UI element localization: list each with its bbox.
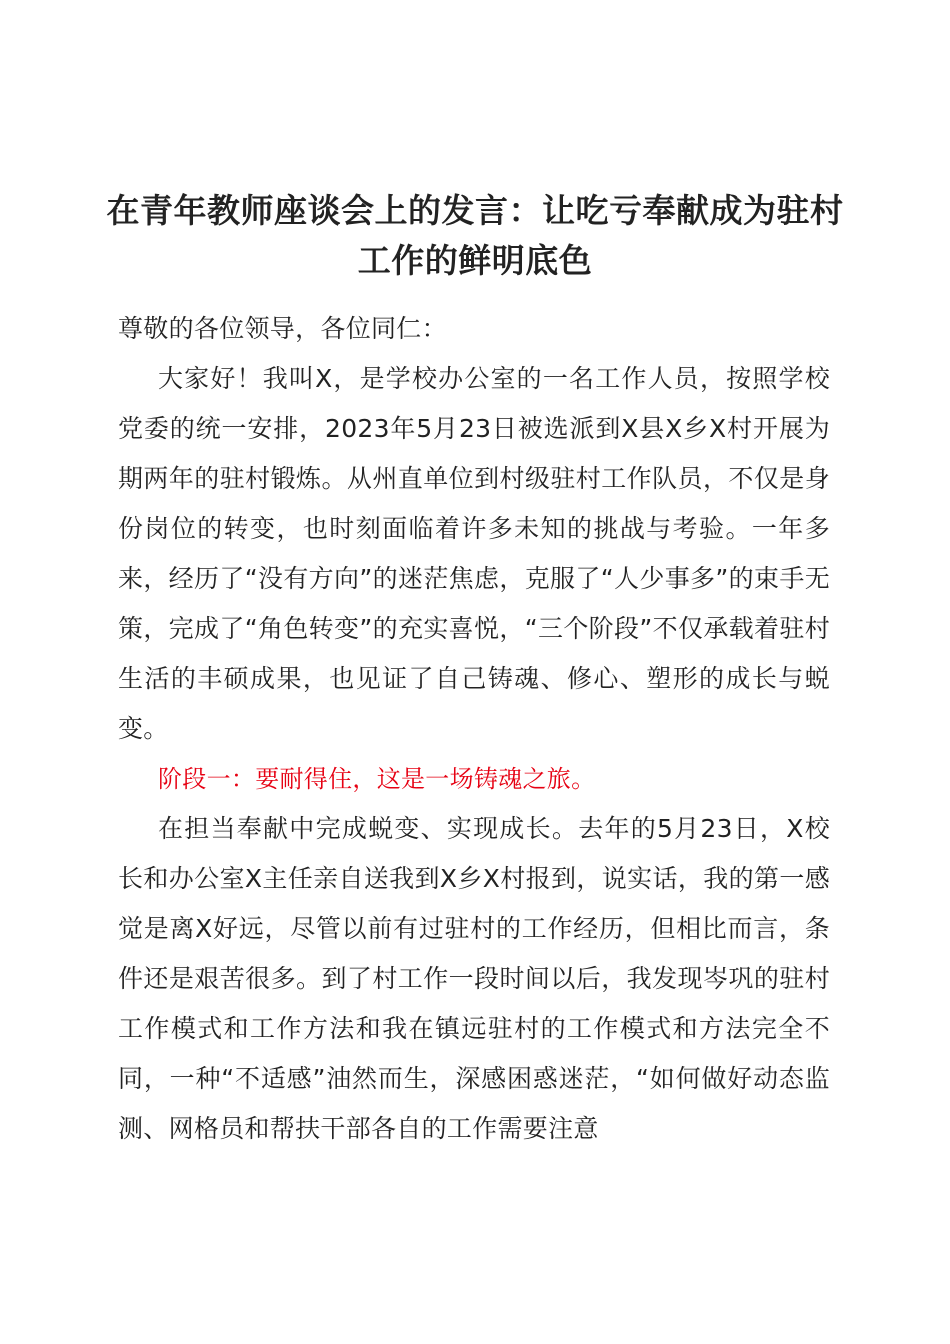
document-title: 在青年教师座谈会上的发言：让吃亏奉献成为驻村工作的鲜明底色 bbox=[106, 191, 844, 280]
stage-one-paragraph: 在担当奉献中完成蜕变、实现成长。去年的5月23日，X校长和办公室X主任亲自送我到X乡X村报到，说实话，我的第一感觉是离X好远，尽管以前有过驻村的工作经历，但相比而言，条件还是艰苦很多。到了村工作一段时间以后，我发现岑巩的驻村工作模式和工作方法和我在镇远驻村的工作模式和方法完全不同，一种“不适感”油然而生，深感困惑迷茫，“如何做好动态监测、网格员和帮扶干部各自的工作需要注意 bbox=[118, 814, 830, 1143]
salutation: 尊敬的各位领导，各位同仁： bbox=[118, 314, 447, 343]
document-body bbox=[118, 304, 830, 1154]
stage-one-heading: 阶段一：要耐得住，这是一场铸魂之旅。 bbox=[158, 765, 596, 793]
intro-paragraph: 大家好！我叫X，是学校办公室的一名工作人员，按照学校党委的统一安排，2023年5月23日被选派到X县X乡X村开展为期两年的驻村锻炼。从州直单位到村级驻村工作队员，不仅是身份岗位的转变，也时刻面临着许多未知的挑战与考验。一年多来，经历了“没有方向”的迷茫焦虑，克服了“人少事多”的束手无策，完成了“角色转变”的充实喜悦，“三个阶段”不仅承载着驻村生活的丰硕成果，也见证了自己铸魂、修心、塑形的成长与蜕变。 bbox=[118, 364, 830, 743]
